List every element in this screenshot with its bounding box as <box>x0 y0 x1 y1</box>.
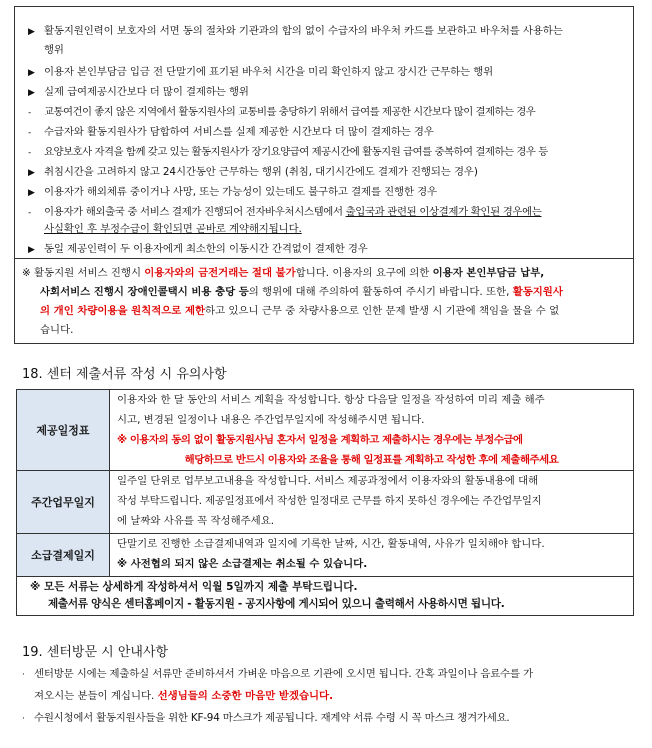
section-19-title: 19. 센터방문 시 안내사항 <box>22 645 169 660</box>
list-item: · 센터방문 시에는 제출하실 서류만 준비하셔서 가벼운 마음으로 기관에 오시면 됩니다. 간혹 과일이나 음료수를 가 <box>22 668 533 680</box>
rule-item: 사실확인 후 부정수급이 확인되면 곧바로 계약해지됩니다. <box>44 223 302 235</box>
rule-item: 행위 <box>44 44 64 56</box>
rule-item: ▶ 실제 급여제공시간보다 더 많이 결제하는 행위 <box>28 86 249 98</box>
rule-item: ▶ 이용자 본인부담금 입금 전 단말기에 표기된 바우처 시간을 미리 확인하지 않고 장시간 근무하는 행위 <box>28 66 494 78</box>
row-head-retro-payment: 소급결제일지 <box>17 534 110 577</box>
rule-item: - 이용자가 해외출국 중 서비스 결제가 진행되어 전자바우처시스템에서 출입국과 관련된 이상결제가 확인된 경우에는 <box>28 206 542 218</box>
section-18-title: 18. 센터 제출서류 작성 시 유의사항 <box>22 367 227 382</box>
submission-docs-table <box>16 389 634 577</box>
summary-line: ※ 모든 서류는 상세하게 작성하셔서 익월 5일까지 제출 부탁드립니다. <box>30 581 358 593</box>
row-body-retro-payment: 단말기로 진행한 소급결제내역과 일지에 기록한 날짜, 시간, 활동내역, 사유가 일치해야 합니다. ※ 사전협의 되지 않은 소급결제는 취소될 수 있습니다. <box>110 534 634 577</box>
table-row <box>17 471 634 534</box>
table-row <box>17 534 634 577</box>
rule-item: ▶ 활동지원인력이 보호자의 서면 동의 절차와 기관과의 합의 없이 수급자의 바우처 카드를 보관하고 바우처를 사용하는 <box>28 25 563 37</box>
list-item: 져오시는 분들이 계십니다. 선생님들의 소중한 마음만 받겠습니다. <box>34 690 334 702</box>
rule-item: ▶ 동일 제공인력이 두 이용자에게 최소한의 이동시간 간격없이 결제한 경우 <box>28 243 368 255</box>
notice-line: ※ 활동지원 서비스 진행시 이용자와의 금전거래는 절대 불가합니다. 이용자의 요구에 의한 이용자 본인부담금 납부, <box>22 267 545 279</box>
notice-line: 의 개인 차량이용을 원칙적으로 제한하고 있으니 근무 중 차량사용으로 인한 문제 발생 시 기관에 책임을 물을 수 없 <box>40 305 560 317</box>
list-item: · 수원시청에서 활동지원사들을 위한 KF-94 마스크가 제공됩니다. 재계약 서류 수령 시 꼭 마스크 챙겨가세요. <box>22 712 510 724</box>
rule-item: - 수급자와 활동지원사가 담합하여 서비스를 실제 제공한 시간보다 더 많이 결제하는 경우 <box>28 126 434 138</box>
notice-line: 사회서비스 진행시 장애인콜택시 비용 충당 등의 행위에 대해 주의하여 활동하여 주시기 바랍니다. 또한, 활동지원사 <box>40 286 563 298</box>
row-body-weekly-log: 일주일 단위로 업무보고내용을 작성합니다. 서비스 제공과정에서 이용자와의 활동내용에 대해 작성 부탁드립니다. 제공일정표에서 작성한 일정대로 근무를 하지 못하신 경우에는 주간업무일지 에 날짜와 사유를 꼭 작성해주세요. <box>110 471 634 534</box>
row-head-schedule: 제공일정표 <box>17 390 110 471</box>
row-head-weekly-log: 주간업무일지 <box>17 471 110 534</box>
summary-line: 제출서류 양식은 센터홈페이지 - 활동지원 - 공지사항에 게시되어 있으니 출력해서 사용하시면 됩니다. <box>48 598 505 610</box>
notice-line: 습니다. <box>40 324 74 336</box>
rule-item: - 요양보호사 자격을 함께 갖고 있는 활동지원사가 장기요양급여 제공시간에 활동지원 급여를 중복하여 결제하는 경우 등 <box>28 146 548 158</box>
rule-item: ▶ 이용자가 해외체류 중이거나 사망, 또는 가능성이 있는데도 불구하고 결제를 진행한 경우 <box>28 186 437 198</box>
table-row <box>17 390 634 471</box>
row-body-schedule: 이용자와 한 달 동안의 서비스 계획을 작성합니다. 항상 다음달 일정을 작성하여 미리 제출 해주 시고, 변경된 일정이나 내용은 주간업무일지에 작성해주시면 됩니다. ※ 이용자의 동의 없이 활동지원사님 혼자서 일정을 계획하고 제출하시는 경우에는 부정수급에 해당하므로 반드시 이용자와 조율을 통해 일정표를 계획하고 작성한 후에 제출해주세요 <box>110 390 634 471</box>
rule-item: ▶ 취침시간을 고려하지 않고 24시간동안 근무하는 행위 (취침, 대기시간에도 결제가 진행되는 경우) <box>28 166 478 178</box>
rule-item: - 교통여건이 좋지 않은 지역에서 활동지원사의 교통비를 충당하기 위해서 급여를 제공한 시간보다 많이 결제하는 경우 <box>28 106 536 118</box>
